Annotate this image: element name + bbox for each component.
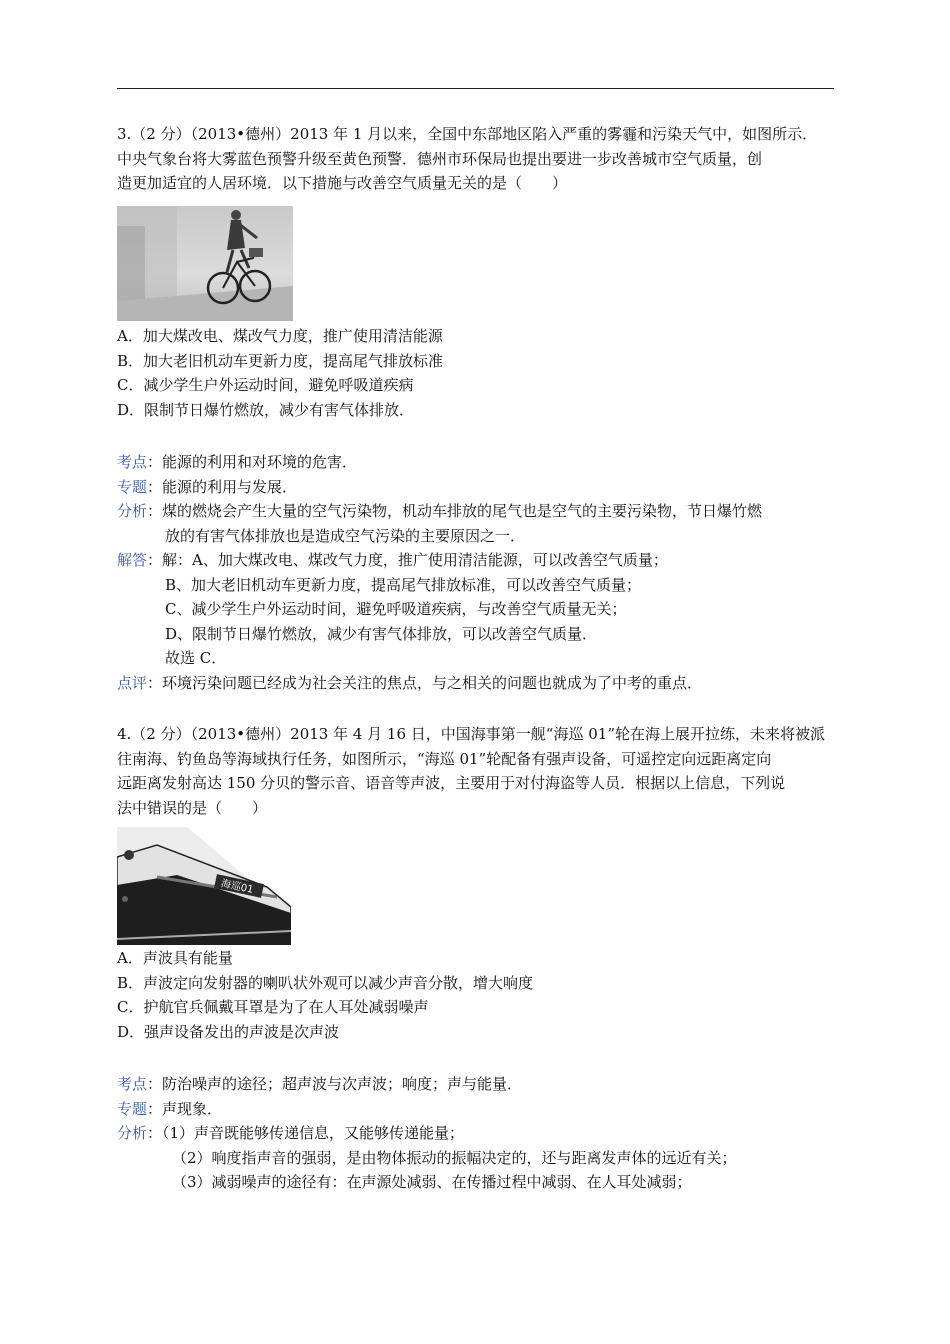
fenxi-row [117,499,837,524]
option-c: C．护航官兵佩戴耳罩是为了在人耳处减弱噪声 [117,998,429,1016]
fenxi-text: （2）响度指声音的强弱，是由物体振动的振幅决定的，还与距离发声体的远近有关； [172,1148,737,1167]
jieda-text: 故选 C． [165,649,227,667]
foggy-cyclist-image [117,206,293,321]
q4-analysis [117,1072,837,1195]
zhuanti-row [117,1097,837,1122]
q3-analysis [117,450,837,695]
q4-stem-line: 往南海、钓鱼岛等海域执行任务，如图所示，“海巡 01”轮配备有强声设备，可遥控定向远距离定向 [117,749,772,768]
q4-stem-line: 4.（2 分）（2013•德州）2013 年 4 月 16 日，中国海事第一舰“海巡 01”轮在海上展开拉练，未来将被派 [117,725,825,743]
option-b: B．加大老旧机动车更新力度，提高尾气排放标准 [117,351,444,370]
dianping-text: ：环境污染问题已经成为社会关注的焦点，与之相关的问题也就成为了中考的重点． [147,673,703,692]
kaodian-text: ：防治噪声的途径；超声波与次声波；响度；声与能量． [147,1075,523,1093]
zhuanti-text: ：能源的利用与发展． [147,477,298,496]
fenxi-text: ：（1）声音既能够传递信息，又能够传递能量； [147,1124,465,1142]
fenxi-label: 分析 [117,502,148,520]
kaodian-row [117,1072,837,1097]
q4-stem-line: 法中错误的是（ ） [117,798,268,817]
fenxi-text: ：煤的燃烧会产生大量的空气污染物，机动车排放的尾气也是空气的主要污染物，节日爆竹燃 [147,502,763,520]
jieda-row [117,548,837,573]
zhuanti-label: 专题 [117,1099,148,1118]
option-c: C．减少学生户外运动时间，避免呼吸道疾病 [117,376,414,394]
q4-stem-line: 远距离发射高达 150 分贝的警示音、语音等声波，主要用于对付海盗等人员．根据以上信息，下列说 [117,774,786,792]
q3-stem-line: 造更加适宜的人居环境．以下措施与改善空气质量无关的是（ ） [117,174,568,192]
jieda-text: B、加大老旧机动车更新力度，提高尾气排放标准，可以改善空气质量； [165,575,642,594]
zhuanti-text: ：声现象． [147,1099,223,1118]
q4-stem [117,722,837,820]
kaodian-text: ：能源的利用和对环境的危害． [147,453,358,471]
jieda-text: ：解：A、加大煤改电、煤改气力度，推广使用清洁能源，可以改善空气质量； [147,551,668,569]
option-a: A．加大煤改电、煤改气力度，推广使用清洁能源 [117,327,443,345]
header-rule [117,88,834,89]
q3-options [117,324,837,422]
option-d: D．限制节日爆竹燃放，减少有害气体排放． [117,400,415,419]
option-d: D．强声设备发出的声波是次声波 [117,1022,340,1041]
q3-stem [117,122,837,196]
fenxi-text: （3）减弱噪声的途径有：在声源处减弱、在传播过程中减弱、在人耳处减弱； [172,1173,692,1191]
zhuanti-row [117,475,837,500]
ship-image [117,827,291,945]
jieda-text: D、限制节日爆竹燃放，减少有害气体排放，可以改善空气质量． [165,624,598,643]
option-b: B．声波定向发射器的喇叭状外观可以减少声音分散，增大响度 [117,973,534,992]
kaodian-row [117,450,837,475]
kaodian-label: 考点 [117,453,148,471]
option-a: A．声波具有能量 [117,949,233,967]
q3-stem-line: 3.（2 分）（2013•德州）2013 年 1 月以来，全国中东部地区陷入严重的雾霾和污染天气中，如图所示． [117,125,818,143]
q4-options [117,946,837,1044]
ship-hull-text: 海巡01 [219,878,255,896]
dianping-row [117,671,837,696]
jieda-text: C、减少学生户外运动时间，避免呼吸道疾病，与改善空气质量无关； [165,600,627,618]
fenxi-row [117,1121,837,1146]
kaodian-label: 考点 [117,1075,148,1093]
q3-stem-line: 中央气象台将大雾蓝色预警升级至黄色预警．德州市环保局也提出要进一步改善城市空气质量，创 [117,149,763,168]
jieda-label: 解答 [117,551,148,569]
fenxi-label: 分析 [117,1124,148,1142]
fenxi-text: 放的有害气体排放也是造成空气污染的主要原因之一． [165,526,526,545]
zhuanti-label: 专题 [117,477,148,496]
dianping-label: 点评 [117,673,148,692]
